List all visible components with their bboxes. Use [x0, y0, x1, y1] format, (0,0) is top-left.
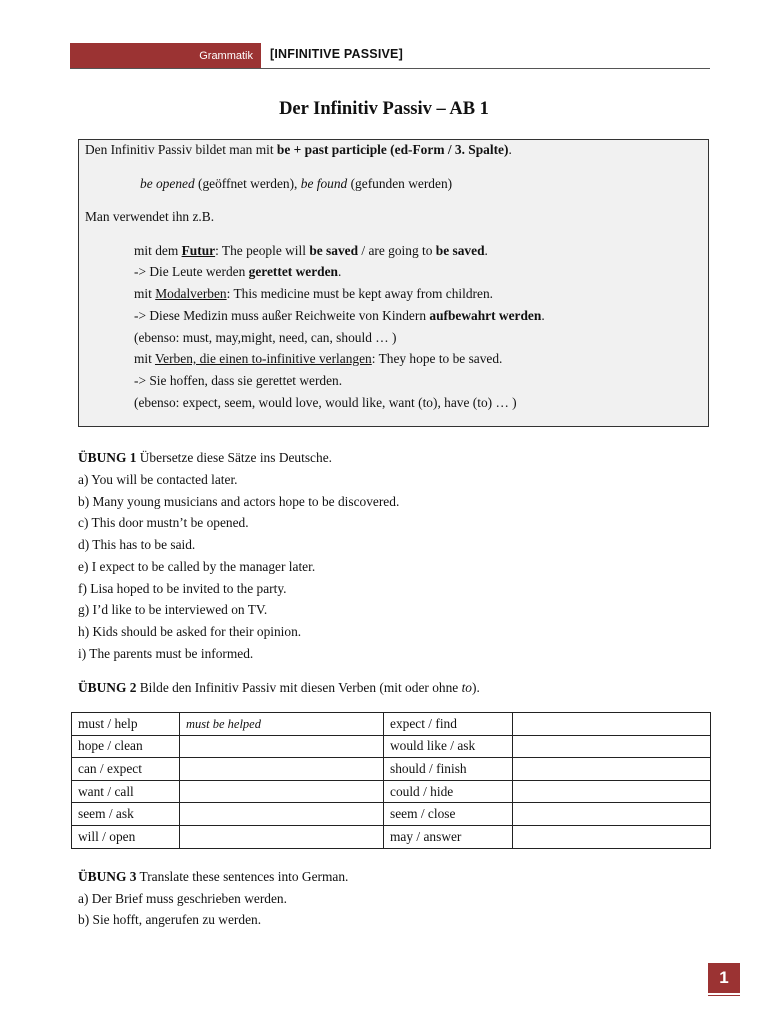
info-verbs-de: -> Sie hoffen, dass sie gerettet werden. [134, 373, 343, 388]
futur-prefix: mit dem [134, 243, 182, 258]
example2-term: be found [300, 176, 348, 191]
verbs-text: : They hope to be saved. [371, 351, 503, 366]
exercise2-instruction: Bilde den Infinitiv Passiv mit diesen Verben (mit oder ohne [136, 680, 462, 695]
verb-pair-cell: hope / clean [72, 735, 180, 758]
futur-de-text: -> Die Leute werden [134, 264, 249, 279]
header-title: [INFINITIVE PASSIVE] [270, 47, 403, 61]
verb-pair-cell: should / finish [384, 758, 513, 781]
answer-cell[interactable] [513, 735, 711, 758]
futur-text2: / are going to [358, 243, 436, 258]
info-modal-also: (ebenso: must, may,might, need, can, should … ) [134, 330, 397, 345]
exercise1-label: ÜBUNG 1 [78, 450, 137, 465]
modal-text: : This medicine must be kept away from children. [226, 286, 494, 301]
exercise1-item: b) Many young musicians and actors hope to be discovered. [78, 494, 400, 509]
futur-de-end: . [337, 264, 342, 279]
exercise2-row [72, 735, 711, 758]
exercise1-item: f) Lisa hoped to be invited to the party. [78, 581, 287, 596]
answer-cell[interactable] [180, 735, 384, 758]
modal-label: Modalverben [155, 286, 227, 301]
exercise3-item: b) Sie hofft, angerufen zu werden. [78, 912, 262, 927]
info-modal-line [134, 286, 493, 302]
modal-prefix: mit [134, 286, 156, 301]
example1-term: be opened [140, 176, 195, 191]
exercise1-item: a) You will be contacted later. [78, 472, 238, 487]
verbs-prefix: mit [134, 351, 155, 366]
answer-cell[interactable] [513, 758, 711, 781]
exercise1-item: h) Kids should be asked for their opinion. [78, 624, 302, 639]
info-intro-end: . [508, 142, 512, 157]
modal-de-text: -> Diese Medizin muss außer Reichweite von Kindern [134, 308, 430, 323]
futur-text1: : The people will [215, 243, 310, 258]
exercise3-instruction: Translate these sentences into German. [136, 869, 349, 884]
exercise2-table [71, 712, 711, 849]
info-futur-de-line [134, 264, 341, 280]
exercise2-row [72, 825, 711, 848]
answer-cell[interactable]: must be helped [180, 713, 384, 736]
info-examples-line [140, 176, 452, 192]
verb-pair-cell: seem / close [384, 803, 513, 826]
verb-pair-cell: will / open [72, 825, 180, 848]
verb-pair-cell: can / expect [72, 758, 180, 781]
exercise2-row [72, 758, 711, 781]
header-section-label: Grammatik [199, 50, 253, 62]
page-title: Der Infinitiv Passiv – AB 1 [279, 99, 489, 119]
exercise1-item: c) This door mustn’t be opened. [78, 515, 249, 530]
answer-cell[interactable] [513, 803, 711, 826]
info-modal-de-line [134, 308, 545, 324]
exercise2-row [72, 803, 711, 826]
exercise2-label: ÜBUNG 2 [78, 680, 137, 695]
info-verbs-line [134, 351, 502, 367]
info-intro-formula: be + past participle (ed-Form / 3. Spalte) [276, 142, 509, 157]
verb-pair-cell: expect / find [384, 713, 513, 736]
verb-pair-cell: must / help [72, 713, 180, 736]
verb-pair-cell: may / answer [384, 825, 513, 848]
exercise1-item: d) This has to be said. [78, 537, 196, 552]
exercise3-label: ÜBUNG 3 [78, 869, 137, 884]
answer-cell[interactable] [513, 825, 711, 848]
exercise1-item: e) I expect to be called by the manager later. [78, 559, 316, 574]
modal-de-end: . [541, 308, 545, 323]
info-verbs-also: (ebenso: expect, seem, would love, would like, want (to), have (to) … ) [134, 395, 517, 410]
page-number: 1 [719, 968, 729, 987]
header-divider [70, 68, 710, 69]
example2-translation: (gefunden werden) [347, 176, 453, 191]
answer-cell[interactable] [513, 713, 711, 736]
futur-de-bold: gerettet werden [248, 264, 338, 279]
verb-pair-cell: could / hide [384, 780, 513, 803]
exercise2-instruction-end: ). [472, 680, 480, 695]
verb-pair-cell: seem / ask [72, 803, 180, 826]
info-intro-text: Den Infinitiv Passiv bildet man mit [85, 142, 277, 157]
futur-label: Futur [181, 243, 216, 258]
example1-translation: (geöffnet werden), [194, 176, 301, 191]
exercise1-item: i) The parents must be informed. [78, 646, 254, 661]
page-number-badge [708, 963, 740, 993]
answer-cell[interactable] [513, 780, 711, 803]
answer-cell[interactable] [180, 780, 384, 803]
exercise3-item: a) Der Brief muss geschrieben werden. [78, 891, 287, 906]
page-number-underline [708, 995, 740, 996]
answer-cell[interactable] [180, 758, 384, 781]
header-section-bar [70, 43, 261, 69]
info-usage-heading: Man verwendet ihn z.B. [85, 209, 215, 224]
exercise1-heading [78, 450, 332, 466]
verb-pair-cell: want / call [72, 780, 180, 803]
futur-bold2: be saved [435, 243, 485, 258]
answer-cell[interactable] [180, 803, 384, 826]
info-futur-line [134, 243, 488, 259]
exercise2-row [72, 780, 711, 803]
exercise1-instruction: Übersetze diese Sätze ins Deutsche. [136, 450, 332, 465]
exercise2-heading [78, 680, 480, 696]
modal-de-bold: aufbewahrt werden [429, 308, 542, 323]
verb-pair-cell: would like / ask [384, 735, 513, 758]
exercise2-row [72, 713, 711, 736]
exercise3-heading [78, 869, 348, 885]
info-intro-line [85, 142, 512, 158]
exercise1-item: g) I’d like to be interviewed on TV. [78, 602, 268, 617]
grammar-info-box [78, 139, 709, 427]
verbs-label: Verben, die einen to-infinitive verlangen [154, 351, 372, 366]
answer-cell[interactable] [180, 825, 384, 848]
futur-bold1: be saved [309, 243, 359, 258]
futur-end: . [484, 243, 488, 258]
exercise2-instruction-italic: to [461, 680, 472, 695]
